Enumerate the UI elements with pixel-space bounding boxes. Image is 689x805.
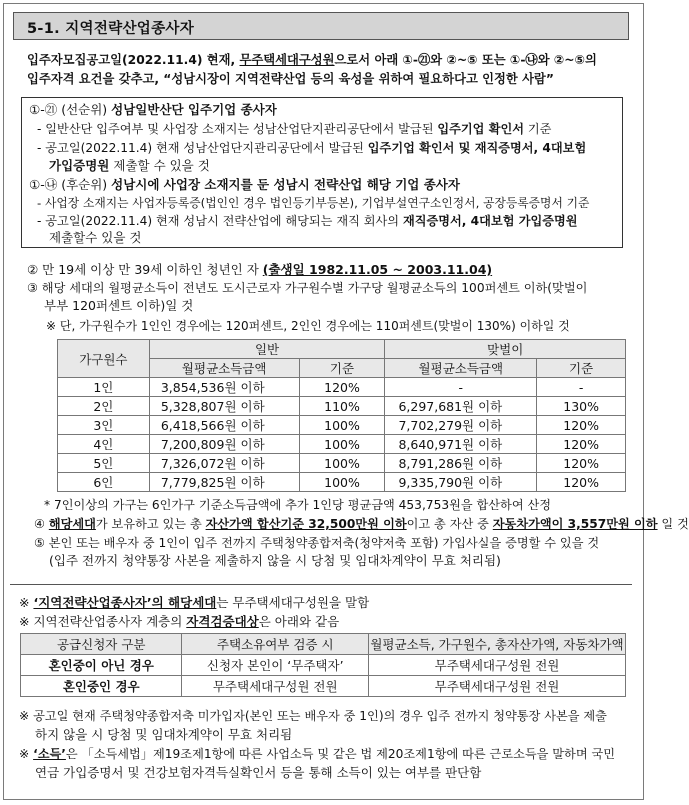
table-row: 혼인중이 아닌 경우 신청자 본인이 ‘무주택자’ 무주택세대구성원 전원 <box>21 655 626 676</box>
footer-note-1-line-2: 하지 않을 시 당첨 및 임대차계약이 무효 처리됨 <box>35 727 293 742</box>
criteria-b-1: - 사업장 소재지는 사업자등록증(법인인 경우 법인등기부등본), 기업부설연구소인정서, 공장등록증명서 기준 <box>37 196 590 210</box>
criteria-a-2b: 가입증명원 제출할 수 있을 것 <box>49 158 210 173</box>
item-3-line-1: ③ 해당 세대의 월평균소득이 전년도 도시근로자 가구원수별 가구당 월평균소득의 100퍼센트 이하(맞벌이 <box>27 281 588 295</box>
table-row: 6인 7,779,825원 이하 100% 9,335,790원 이하 120% <box>58 473 626 492</box>
table-row: 3인 6,418,566원 이하 100% 7,702,279원 이하 120% <box>58 416 626 435</box>
table-row: 1인 3,854,536원 이하 120% - - <box>58 378 626 397</box>
criteria-a-title: ①-㉑ (선순위) 성남일반산단 입주기업 종사자 <box>29 102 277 117</box>
verification-table <box>20 633 626 697</box>
header-income-assets: 월평균소득, 가구원수, 총자산가액, 자동차가액 <box>369 634 626 655</box>
seven-plus-note: * 7인이상의 가구는 6인가구 기준소득금액에 추가 1인당 평균금액 453,753원을 합산하여 산정 <box>44 498 552 512</box>
header-general-criteria: 기준 <box>299 359 385 378</box>
criteria-a-2: - 공고일(2022.11.4) 현재 성남산업단지관리공단에서 발급된 입주기업 확인서 및 재직증명서, 4대보험 <box>37 141 587 155</box>
header-applicant-type: 공급신청자 구분 <box>21 634 182 655</box>
note-1: ※ ‘지역전략산업종사자’의 해당세대는 무주택세대구성원을 말함 <box>19 595 370 610</box>
header-household-size: 가구원수 <box>58 340 150 378</box>
income-table <box>57 339 626 492</box>
header-dual-amount: 월평균소득금액 <box>385 359 537 378</box>
criteria-b-2: - 공고일(2022.11.4) 현재 성남시 전략산업에 해당되는 재직 회사의 재직증명서, 4대보험 가입증명원 <box>37 214 578 228</box>
table-row: 혼인중인 경우 무주택세대구성원 전원 무주택세대구성원 전원 <box>21 676 626 697</box>
header-general-amount: 월평균소득금액 <box>149 359 299 378</box>
header-dual-criteria: 기준 <box>537 359 626 378</box>
table-row: 5인 7,326,072원 이하 100% 8,791,286원 이하 120% <box>58 454 626 473</box>
item-2: ② 만 19세 이상 만 39세 이하인 청년인 자 (출생일 1982.11.05 ~ 2003.11.04) <box>27 262 493 277</box>
item-3-note: ※ 단, 가구원수가 1인인 경우에는 120퍼센트, 2인인 경우에는 110퍼센트(맞벌이 130%) 이하일 것 <box>46 319 570 333</box>
footer-note-2-line-2: 연금 가입증명서 및 건강보험자격득실확인서 등을 통해 소득이 있는 여부를 판단함 <box>35 765 482 780</box>
item-5-line-1: ⑤ 본인 또는 배우자 중 1인이 입주 전까지 주택청약종합저축(청약저축 포함) 가입사실을 증명할 수 있을 것 <box>34 536 600 550</box>
table-row: 2인 5,328,807원 이하 110% 6,297,681원 이하 130% <box>58 397 626 416</box>
section-title-bar <box>13 12 629 40</box>
header-dual-income: 맞벌이 <box>385 340 626 359</box>
footer-note-1-line-1: ※ 공고일 현재 주택청약종합저축 미가입자(본인 또는 배우자 중 1인)의 경우 입주 전까지 청약통장 사본을 제출 <box>19 709 607 723</box>
item-3-line-2: 부부 120퍼센트 이하)일 것 <box>44 298 194 313</box>
divider <box>10 584 632 585</box>
intro-line-2: 입주자격 요건을 갖추고, “성남시장이 지역전략산업 등의 육성을 위하여 필요하다고 인정한 사람” <box>27 72 554 86</box>
header-house-ownership: 주택소유여부 검증 시 <box>182 634 369 655</box>
section-title: 5-1. 지역전략산업종사자 <box>27 21 195 37</box>
criteria-b-title: ①-㉯ (후순위) 성남시에 사업장 소재지를 둔 성남시 전략산업 해당 기업 종사자 <box>29 177 460 192</box>
criteria-a-1: - 일반산단 입주여부 및 사업장 소재지는 성남산업단지관리공단에서 발급된 입주기업 확인서 기준 <box>37 122 552 136</box>
note-2: ※ 지역전략산업종사자 계층의 자격검증대상은 아래와 같음 <box>19 614 340 629</box>
table-row: 4인 7,200,809원 이하 100% 8,640,971원 이하 120% <box>58 435 626 454</box>
item-4: ④ 해당세대가 보유하고 있는 총 자산가액 합산기준 32,500만원 이하이고 총 자산 중 자동차가액이 3,557만원 이하 일 것 <box>34 517 689 531</box>
header-general: 일반 <box>149 340 385 359</box>
criteria-b-2b: 제출할수 있을 것 <box>49 230 142 245</box>
item-5-line-2: (입주 전까지 청약통장 사본을 제출하지 않을 시 당첨 및 임대차계약이 무효 처리됨) <box>49 553 501 568</box>
footer-note-2-line-1: ※ ‘소득’은 「소득세법」제19조제1항에 따른 사업소득 및 같은 법 제20조제1항에 따른 근로소득을 말하며 국민 <box>19 747 616 761</box>
intro-line-1: 입주자모집공고일(2022.11.4) 현재, 무주택세대구성원으로서 아래 ①-㉑와 ②~⑤ 또는 ①-㉯와 ②~⑤의 <box>27 53 597 67</box>
